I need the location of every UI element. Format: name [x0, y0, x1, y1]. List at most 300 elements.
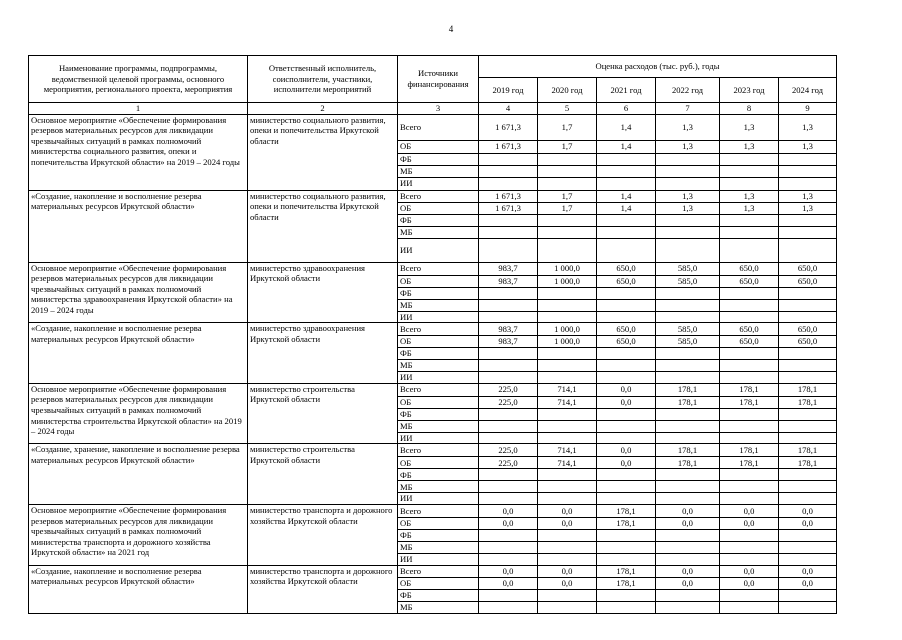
cost-value: 585,0 — [656, 275, 720, 287]
cost-value — [479, 589, 538, 601]
funding-source: МБ — [398, 420, 479, 432]
cost-value: 0,0 — [597, 383, 656, 396]
cost-value: 1,7 — [538, 114, 597, 140]
cost-value: 178,1 — [720, 457, 779, 469]
cost-value — [656, 299, 720, 311]
cost-value: 585,0 — [656, 323, 720, 336]
funding-source: ФБ — [398, 348, 479, 360]
funding-source: ОБ — [398, 336, 479, 348]
header-year: 2022 год — [656, 78, 720, 103]
funding-source: ОБ — [398, 577, 479, 589]
cost-value — [538, 541, 597, 553]
cost-value: 1 000,0 — [538, 323, 597, 336]
cost-value: 1 671,3 — [479, 140, 538, 153]
cost-value — [479, 432, 538, 444]
header-executor: Ответственный исполнитель, соисполнители, участники, исполнители мероприятий — [248, 56, 398, 103]
funding-source: МБ — [398, 165, 479, 177]
executor: министерство здравоохранения Иркутской области — [248, 323, 398, 384]
cost-value — [720, 287, 779, 299]
cost-value — [597, 469, 656, 481]
cost-value: 178,1 — [779, 383, 837, 396]
cost-value — [656, 311, 720, 323]
cost-value: 650,0 — [597, 262, 656, 275]
cost-value: 0,0 — [538, 577, 597, 589]
cost-value: 650,0 — [779, 262, 837, 275]
cost-value — [597, 541, 656, 553]
cost-value — [479, 214, 538, 226]
cost-value — [656, 214, 720, 226]
cost-value: 983,7 — [479, 336, 538, 348]
column-number: 3 — [398, 103, 479, 115]
cost-value: 0,0 — [779, 577, 837, 589]
cost-value — [597, 226, 656, 238]
cost-value — [720, 165, 779, 177]
cost-value: 1,3 — [779, 140, 837, 153]
cost-value: 650,0 — [720, 323, 779, 336]
table-row — [29, 262, 837, 275]
cost-value — [538, 214, 597, 226]
cost-value: 1,4 — [597, 190, 656, 202]
cost-value — [597, 153, 656, 165]
cost-value — [779, 360, 837, 372]
cost-value — [656, 420, 720, 432]
cost-value: 1,4 — [597, 114, 656, 140]
cost-value — [656, 238, 720, 262]
cost-value: 1 671,3 — [479, 190, 538, 202]
cost-value — [597, 348, 656, 360]
table-row — [29, 504, 837, 517]
executor: министерство транспорта и дорожного хозяйства Иркутской области — [248, 565, 398, 613]
cost-value: 0,0 — [656, 517, 720, 529]
cost-value: 0,0 — [597, 396, 656, 408]
cost-value — [720, 311, 779, 323]
executor: министерство социального развития, опеки и попечительства Иркутской области — [248, 190, 398, 262]
cost-value — [597, 238, 656, 262]
cost-value: 650,0 — [779, 275, 837, 287]
cost-value — [538, 311, 597, 323]
cost-value: 225,0 — [479, 396, 538, 408]
cost-value — [597, 481, 656, 493]
cost-value — [779, 469, 837, 481]
cost-value — [720, 299, 779, 311]
cost-value — [479, 420, 538, 432]
cost-value — [656, 481, 720, 493]
cost-value — [479, 408, 538, 420]
cost-value — [720, 553, 779, 565]
cost-value: 0,0 — [538, 517, 597, 529]
cost-value — [779, 348, 837, 360]
column-number: 5 — [538, 103, 597, 115]
cost-value: 1,4 — [597, 140, 656, 153]
cost-value — [656, 360, 720, 372]
cost-value — [779, 529, 837, 541]
table-row — [29, 323, 837, 336]
column-number: 1 — [29, 103, 248, 115]
header-name: Наименование программы, подпрограммы, ведомственной целевой программы, основного мероприятия, регионального проекта, мероприятия — [29, 56, 248, 103]
cost-value: 0,0 — [479, 504, 538, 517]
funding-source: ФБ — [398, 529, 479, 541]
cost-value — [656, 177, 720, 190]
cost-value — [656, 408, 720, 420]
funding-source: Всего — [398, 565, 479, 577]
cost-value — [779, 177, 837, 190]
cost-value — [597, 360, 656, 372]
cost-value — [538, 177, 597, 190]
cost-value — [720, 589, 779, 601]
cost-value: 0,0 — [538, 565, 597, 577]
cost-value: 0,0 — [720, 577, 779, 589]
cost-value — [779, 432, 837, 444]
header-year: 2020 год — [538, 78, 597, 103]
cost-value — [479, 348, 538, 360]
cost-value — [538, 360, 597, 372]
cost-value — [779, 408, 837, 420]
cost-value — [656, 348, 720, 360]
funding-source: Всего — [398, 262, 479, 275]
cost-value — [720, 529, 779, 541]
cost-value — [597, 589, 656, 601]
cost-value — [538, 408, 597, 420]
cost-value — [538, 287, 597, 299]
cost-value: 650,0 — [597, 336, 656, 348]
funding-source: ОБ — [398, 202, 479, 214]
cost-value — [656, 432, 720, 444]
cost-value: 650,0 — [597, 275, 656, 287]
cost-value — [538, 420, 597, 432]
cost-value: 225,0 — [479, 383, 538, 396]
table-row — [29, 565, 837, 577]
cost-value — [656, 529, 720, 541]
funding-source: ОБ — [398, 457, 479, 469]
cost-value — [479, 481, 538, 493]
cost-value: 1,3 — [779, 190, 837, 202]
header-source: Источники финансирования — [398, 56, 479, 103]
cost-value — [656, 226, 720, 238]
cost-value: 1,7 — [538, 190, 597, 202]
activity-name: Основное мероприятие «Обеспечение формирования резервов материальных ресурсов для ликвидации чрезвычайных ситуаций в рамках полномочий министерства строительства Иркутской области» на 2019 – 2024 годы — [29, 383, 248, 444]
funding-source: МБ — [398, 481, 479, 493]
cost-value: 225,0 — [479, 444, 538, 457]
funding-source: ИИ — [398, 311, 479, 323]
cost-value — [656, 541, 720, 553]
cost-value — [779, 601, 837, 613]
cost-value: 0,0 — [597, 444, 656, 457]
cost-value: 0,0 — [720, 565, 779, 577]
cost-value: 0,0 — [479, 517, 538, 529]
cost-value — [479, 372, 538, 384]
cost-value — [720, 238, 779, 262]
cost-value — [779, 589, 837, 601]
activity-name: Основное мероприятие «Обеспечение формирования резервов материальных ресурсов для ликвидации чрезвычайных ситуаций в рамках полномочий министерства социального развития, опеки и попечительства Иркутской области» на 2019 – 2024 годы — [29, 114, 248, 190]
cost-value — [597, 214, 656, 226]
cost-value — [656, 601, 720, 613]
cost-value — [538, 238, 597, 262]
cost-value — [597, 601, 656, 613]
cost-value — [597, 493, 656, 505]
funding-source: Всего — [398, 383, 479, 396]
funding-source: МБ — [398, 360, 479, 372]
funding-source: ФБ — [398, 589, 479, 601]
cost-value: 585,0 — [656, 336, 720, 348]
activity-name: «Создание, хранение, накопление и восполнение резерва материальных ресурсов Иркутской области» — [29, 444, 248, 505]
cost-value: 178,1 — [597, 504, 656, 517]
executor: министерство строительства Иркутской области — [248, 444, 398, 505]
cost-value — [479, 287, 538, 299]
column-number: 2 — [248, 103, 398, 115]
column-number: 7 — [656, 103, 720, 115]
cost-value: 585,0 — [656, 262, 720, 275]
cost-value: 0,0 — [656, 504, 720, 517]
cost-value: 178,1 — [720, 444, 779, 457]
executor: министерство транспорта и дорожного хозяйства Иркутской области — [248, 504, 398, 565]
cost-value: 1,3 — [656, 140, 720, 153]
cost-value — [538, 493, 597, 505]
funding-source: МБ — [398, 299, 479, 311]
funding-source: ФБ — [398, 153, 479, 165]
cost-value — [538, 372, 597, 384]
cost-value — [479, 165, 538, 177]
column-number: 4 — [479, 103, 538, 115]
cost-value — [479, 541, 538, 553]
cost-value: 0,0 — [479, 565, 538, 577]
cost-value: 178,1 — [779, 444, 837, 457]
table-body — [29, 114, 837, 613]
cost-value: 178,1 — [656, 457, 720, 469]
cost-value — [779, 214, 837, 226]
cost-value: 178,1 — [779, 396, 837, 408]
cost-value: 0,0 — [479, 577, 538, 589]
cost-value — [538, 601, 597, 613]
funding-source: Всего — [398, 114, 479, 140]
funding-source: ФБ — [398, 287, 479, 299]
cost-value — [479, 601, 538, 613]
cost-value: 1,3 — [779, 202, 837, 214]
cost-value — [779, 372, 837, 384]
header-year: 2019 год — [479, 78, 538, 103]
cost-value: 1,4 — [597, 202, 656, 214]
cost-value: 983,7 — [479, 323, 538, 336]
cost-value: 650,0 — [779, 336, 837, 348]
executor: министерство строительства Иркутской области — [248, 383, 398, 444]
table-row — [29, 383, 837, 396]
funding-source: ФБ — [398, 408, 479, 420]
cost-value — [479, 529, 538, 541]
cost-value — [656, 372, 720, 384]
funding-source: МБ — [398, 541, 479, 553]
cost-value — [597, 553, 656, 565]
cost-value — [479, 238, 538, 262]
funding-source: ИИ — [398, 238, 479, 262]
cost-value — [779, 481, 837, 493]
cost-value — [779, 493, 837, 505]
column-number: 9 — [779, 103, 837, 115]
cost-value — [656, 493, 720, 505]
cost-value — [779, 541, 837, 553]
header-year: 2024 год — [779, 78, 837, 103]
expenditure-table — [28, 55, 837, 614]
cost-value — [656, 287, 720, 299]
cost-value: 650,0 — [720, 262, 779, 275]
funding-source: ИИ — [398, 177, 479, 190]
cost-value — [720, 541, 779, 553]
cost-value: 650,0 — [720, 275, 779, 287]
funding-source: ОБ — [398, 517, 479, 529]
cost-value — [720, 481, 779, 493]
cost-value: 178,1 — [597, 517, 656, 529]
cost-value — [597, 432, 656, 444]
cost-value: 1,3 — [656, 114, 720, 140]
cost-value — [656, 589, 720, 601]
activity-name: «Создание, накопление и восполнение резерва материальных ресурсов Иркутской области» — [29, 565, 248, 613]
cost-value — [479, 469, 538, 481]
cost-value — [597, 420, 656, 432]
cost-value — [538, 432, 597, 444]
column-number: 6 — [597, 103, 656, 115]
cost-value: 178,1 — [656, 396, 720, 408]
cost-value — [720, 493, 779, 505]
cost-value: 178,1 — [720, 383, 779, 396]
cost-value — [479, 360, 538, 372]
cost-value: 178,1 — [720, 396, 779, 408]
activity-name: «Создание, накопление и восполнение резерва материальных ресурсов Иркутской области» — [29, 323, 248, 384]
cost-value: 714,1 — [538, 444, 597, 457]
cost-value: 0,0 — [779, 504, 837, 517]
cost-value — [720, 432, 779, 444]
cost-value: 0,0 — [779, 517, 837, 529]
cost-value — [538, 226, 597, 238]
cost-value — [479, 177, 538, 190]
funding-source: ИИ — [398, 493, 479, 505]
activity-name: «Создание, накопление и восполнение резерва материальных ресурсов Иркутской области» — [29, 190, 248, 262]
cost-value — [779, 153, 837, 165]
cost-value — [779, 165, 837, 177]
cost-value — [479, 153, 538, 165]
cost-value — [538, 553, 597, 565]
cost-value: 178,1 — [779, 457, 837, 469]
funding-source: ФБ — [398, 469, 479, 481]
cost-value — [597, 311, 656, 323]
cost-value: 1,3 — [779, 114, 837, 140]
cost-value: 983,7 — [479, 275, 538, 287]
cost-value — [479, 299, 538, 311]
funding-source: МБ — [398, 601, 479, 613]
cost-value — [720, 408, 779, 420]
cost-value: 0,0 — [720, 504, 779, 517]
cost-value: 1 671,3 — [479, 202, 538, 214]
funding-source: ОБ — [398, 140, 479, 153]
header-costs: Оценка расходов (тыс. руб.), годы — [479, 56, 837, 78]
activity-name: Основное мероприятие «Обеспечение формирования резервов материальных ресурсов для ликвидации чрезвычайных ситуаций в рамках полномочий министерства транспорта и дорожного хозяйства Иркутской области» на 2021 год — [29, 504, 248, 565]
funding-source: Всего — [398, 504, 479, 517]
cost-value: 650,0 — [779, 323, 837, 336]
cost-value: 1,3 — [720, 114, 779, 140]
cost-value — [656, 469, 720, 481]
funding-source: ИИ — [398, 553, 479, 565]
cost-value — [597, 165, 656, 177]
cost-value — [779, 287, 837, 299]
cost-value — [720, 469, 779, 481]
funding-source: ОБ — [398, 396, 479, 408]
cost-value — [720, 360, 779, 372]
table-row — [29, 444, 837, 457]
cost-value — [656, 165, 720, 177]
cost-value — [779, 553, 837, 565]
funding-source: Всего — [398, 444, 479, 457]
cost-value — [656, 553, 720, 565]
cost-value — [779, 420, 837, 432]
cost-value — [479, 493, 538, 505]
cost-value: 178,1 — [656, 444, 720, 457]
cost-value — [720, 348, 779, 360]
funding-source: ИИ — [398, 432, 479, 444]
cost-value: 1,3 — [656, 190, 720, 202]
cost-value: 1,7 — [538, 140, 597, 153]
cost-value — [538, 469, 597, 481]
cost-value — [656, 153, 720, 165]
cost-value: 1 000,0 — [538, 336, 597, 348]
table-row — [29, 114, 837, 140]
cost-value: 1,3 — [720, 140, 779, 153]
funding-source: Всего — [398, 323, 479, 336]
executor: министерство здравоохранения Иркутской области — [248, 262, 398, 323]
cost-value — [479, 553, 538, 565]
column-number: 8 — [720, 103, 779, 115]
executor: министерство социального развития, опеки и попечительства Иркутской области — [248, 114, 398, 190]
cost-value — [597, 372, 656, 384]
cost-value — [720, 372, 779, 384]
header-year: 2023 год — [720, 78, 779, 103]
cost-value: 983,7 — [479, 262, 538, 275]
cost-value: 0,0 — [720, 517, 779, 529]
cost-value — [538, 589, 597, 601]
cost-value — [720, 601, 779, 613]
cost-value: 1 671,3 — [479, 114, 538, 140]
cost-value: 1,7 — [538, 202, 597, 214]
cost-value: 1,3 — [720, 202, 779, 214]
funding-source: ИИ — [398, 372, 479, 384]
cost-value — [538, 153, 597, 165]
cost-value — [538, 165, 597, 177]
cost-value — [538, 481, 597, 493]
cost-value: 650,0 — [597, 323, 656, 336]
cost-value — [720, 153, 779, 165]
cost-value: 0,0 — [779, 565, 837, 577]
cost-value — [720, 177, 779, 190]
cost-value: 714,1 — [538, 457, 597, 469]
cost-value — [597, 299, 656, 311]
cost-value — [720, 420, 779, 432]
cost-value — [597, 408, 656, 420]
cost-value — [597, 287, 656, 299]
page-number: 4 — [448, 24, 454, 34]
cost-value — [538, 529, 597, 541]
cost-value — [538, 348, 597, 360]
funding-source: ФБ — [398, 214, 479, 226]
cost-value: 650,0 — [720, 336, 779, 348]
cost-value — [479, 226, 538, 238]
cost-value: 714,1 — [538, 396, 597, 408]
cost-value — [779, 238, 837, 262]
cost-value — [779, 226, 837, 238]
funding-source: ОБ — [398, 275, 479, 287]
cost-value: 1,3 — [656, 202, 720, 214]
cost-value: 714,1 — [538, 383, 597, 396]
cost-value: 225,0 — [479, 457, 538, 469]
cost-value — [779, 311, 837, 323]
cost-value — [597, 177, 656, 190]
cost-value: 178,1 — [656, 383, 720, 396]
cost-value: 1 000,0 — [538, 275, 597, 287]
